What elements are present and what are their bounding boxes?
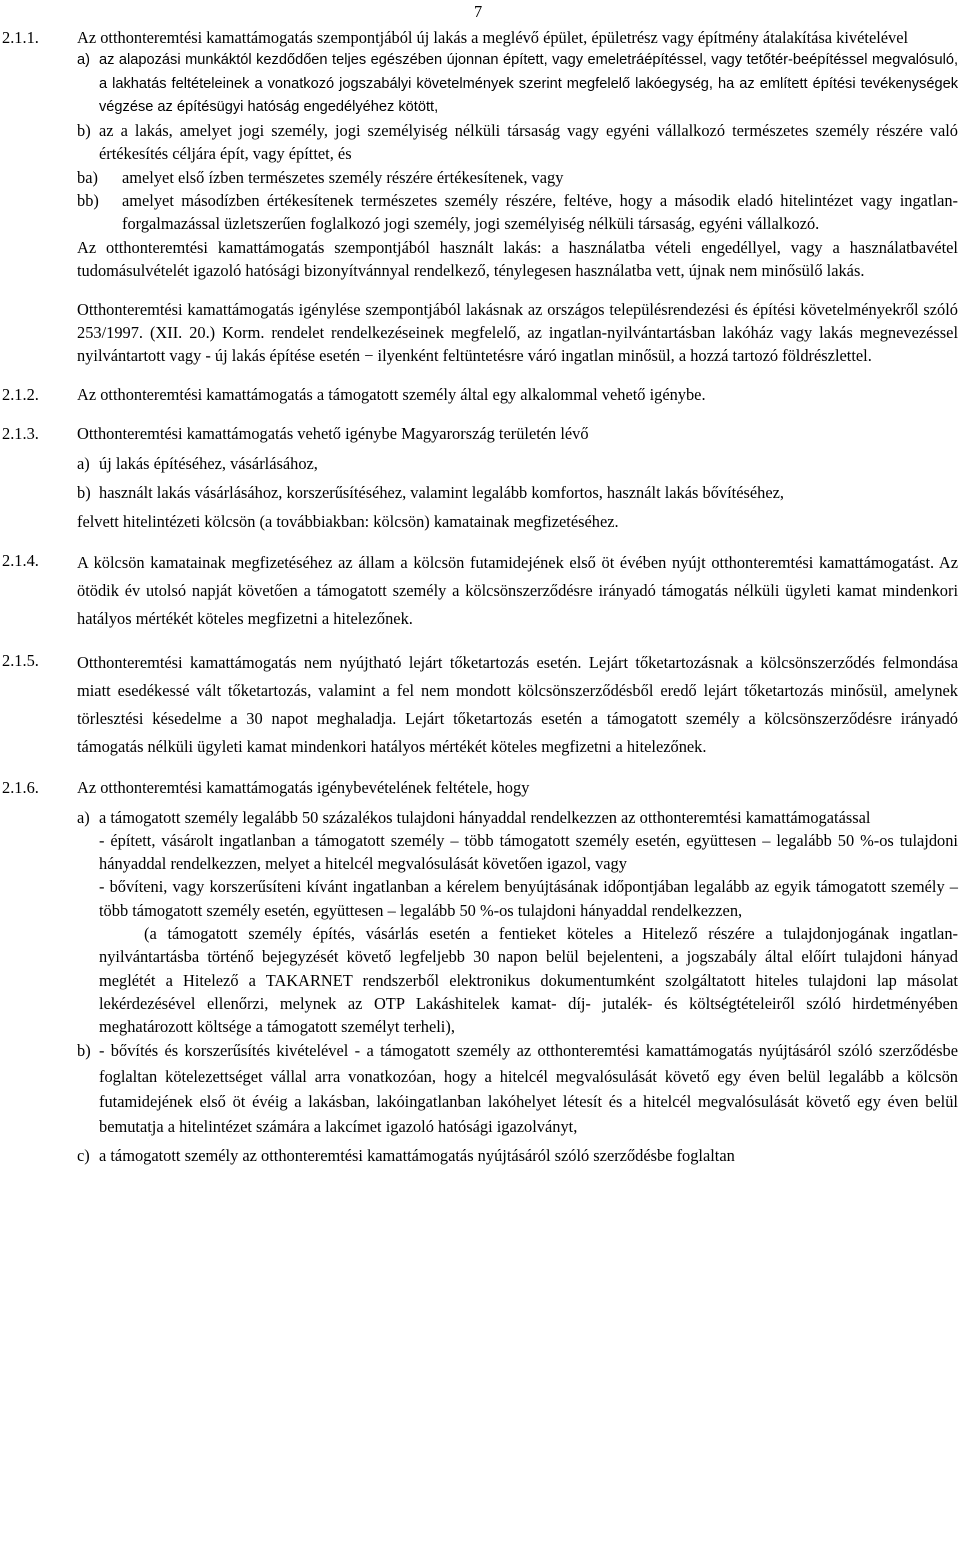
section-number: 2.1.6. bbox=[2, 778, 39, 798]
list-text: új lakás építéséhez, vásárlásához, bbox=[99, 453, 318, 473]
section-number: 2.1.1. bbox=[2, 28, 39, 47]
list-text: amelyet másodízben értékesítenek természetes személy részére, feltéve, hogy a második eladó hitelintézet vagy ingatlan-forgalmazással üzletszerűen foglalkozó jogi személy, jogi személyiség nélküli társaság, egyéni vállalkozó. bbox=[122, 191, 958, 234]
dash-item: - bővíteni, vagy korszerűsíteni kívánt ingatlanban a kérelem benyújtásának időpontjában legalább az egyik támogatott személy – több támogatott személy esetén, együttesen – legalább 50 %-os tulajdoni hányaddal rendelkezzen, bbox=[99, 877, 958, 920]
list-item-bb bbox=[77, 189, 958, 236]
paragraph: A kölcsön kamatainak megfizetéséhez az állam a kölcsön futamidejének első öt évében nyújt otthonteremtési kamattámogatást. Az ötödik év utolsó napját követően a támogatott személy a kölcsönszerződésre irányadó támogatás nélküli ügyleti kamat mindenkori hatályos mértékét köteles megfizetni a hitelezőnek. bbox=[77, 553, 958, 629]
section-number: 2.1.3. bbox=[2, 424, 39, 444]
list-text: az alapozási munkáktól kezdődően teljes egészében újonnan épített, vagy emeletráépítéssel, vagy tetőtér-beépítéssel megvalósuló, a lakhatás feltételeinek a vonatkozó jogszabályi követelmények szerint megfelelő lakóegység, ha az említett építési tevékenységek végzése az építésügyi hatóság engedélyéhez kötött, bbox=[99, 52, 958, 115]
list-item-a bbox=[77, 452, 958, 475]
paragraph: Az otthonteremtési kamattámogatás a támogatott személy által egy alkalommal vehető igénybe. bbox=[77, 385, 706, 405]
list-item-a bbox=[77, 806, 958, 1039]
list-label: a) bbox=[77, 52, 90, 69]
section-number: 2.1.4. bbox=[2, 551, 39, 571]
paragraph: Az otthonteremtési kamattámogatás igénybevételének feltétele, hogy bbox=[77, 778, 530, 798]
dash-item: - épített, vásárolt ingatlanban a támogatott személy – több támogatott személy esetén, együttesen – legalább 50 %-os tulajdoni hányaddal rendelkezzen, melyet a hitelcél megvalósulását követően igazol, vagy bbox=[99, 830, 958, 874]
list-item-c bbox=[77, 1144, 958, 1167]
section-2-1-6 bbox=[2, 776, 958, 1167]
list-label: b) bbox=[77, 121, 91, 141]
paragraph: Az otthonteremtési kamattámogatás szempontjából új lakás a meglévő épület, épületrész vagy építmény átalakítása kivételével bbox=[77, 28, 909, 47]
paragraph: Otthonteremtési kamattámogatás vehető igénybe Magyarország területén lévő bbox=[77, 424, 589, 444]
list-label: c) bbox=[77, 1146, 90, 1166]
list-text: - bővítés és korszerűsítés kivételével - a támogatott személy az otthonteremtési kamattámogatás nyújtásáról szóló szerződésbe foglaltan kötelezettséget vállal arra vonatkozóan, hogy a hitelcél megvalósulását követő egy éven belül legalább a kölcsön futamidejének első öt évéig a lakásban, lakóingatlanban lakóhelyet létesít és a hitelcél megvalósulását követő egy éven belül bemutatja a hitelintézet számára a lakcímet igazoló hatósági igazolványt, bbox=[99, 1041, 958, 1137]
list-label: a) bbox=[77, 807, 90, 827]
section-number: 2.1.5. bbox=[2, 650, 39, 670]
paragraph: Az otthonteremtési kamattámogatás szempontjából használt lakás: a használatba vételi engedéllyel, vagy a használatbavétel tudomásulvételét igazoló hatósági bizonyítvánnyal rendelkező, ténylegesen használatba vett, újnak nem minősülő lakás. bbox=[77, 237, 958, 280]
list-item-a bbox=[77, 49, 958, 119]
list-item-b bbox=[77, 481, 958, 504]
paragraph: felvett hitelintézeti kölcsön (a továbbiakban: kölcsön) kamatainak megfizetéséhez. bbox=[77, 512, 619, 532]
section-2-1-3 bbox=[2, 422, 958, 533]
parenthetical: (a támogatott személy építés, vásárlás esetén a fentieket köteles a Hitelező részére a tulajdonjogának ingatlan-nyilvántartásba történő bejegyzését követő legfeljebb 30 napon belül bejelenteni, a jogszabály által előírt tulajdoni hányad meglétét a Hitelező a TAKARNET rendszerből elektronikus dokumentumként szolgáltatott hiteles tulajdoni lap másolat lekérdezésével ellenőrzi, melynek az OTP Lakáshitelek kamat- díj- jutalék- és költségtételeiről szóló hirdetményében meghatározott költsége a támogatott személyt terheli), bbox=[99, 923, 958, 1037]
section-2-1-5 bbox=[2, 649, 958, 761]
page-number: 7 bbox=[474, 2, 483, 21]
section-2-1-1 bbox=[2, 26, 958, 368]
list-label: bb) bbox=[77, 191, 99, 211]
list-text: a támogatott személy legalább 50 százalékos tulajdoni hányaddal rendelkezzen az otthonteremtési kamattámogatással bbox=[99, 807, 871, 827]
paragraph: Otthonteremtési kamattámogatás nem nyújtható lejárt tőketartozás esetén. Lejárt tőketartozásnak a kölcsönszerződés felmondása miatt esedékessé vált tőketartozás, valamint a fel nem mondott kölcsönszerződésből eredő lejárt tőketartozás minősül, amelynek törlesztési késedelme a 30 napot meghaladja. Lejárt tőketartozás esetén a támogatott személy a kölcsönszerződésre irányadó támogatás nélküli ügyleti kamat mindenkori hatályos mértékét köteles megfizetni a hitelezőnek. bbox=[77, 652, 958, 756]
list-label: b) bbox=[77, 482, 91, 502]
list-text: a támogatott személy az otthonteremtési kamattámogatás nyújtásáról szóló szerződésbe foglaltan bbox=[99, 1146, 735, 1166]
list-label: a) bbox=[77, 453, 90, 473]
list-item-ba bbox=[77, 166, 958, 189]
list-label: ba) bbox=[77, 167, 98, 187]
list-text: amelyet első ízben természetes személy részére értékesítenek, vagy bbox=[122, 167, 564, 187]
list-item-b bbox=[77, 119, 958, 166]
list-item-b bbox=[77, 1038, 958, 1139]
list-text: használt lakás vásárlásához, korszerűsítéséhez, valamint legalább komfortos, használt lakás bővítéséhez, bbox=[99, 482, 784, 502]
section-2-1-2 bbox=[2, 383, 958, 406]
paragraph: Otthonteremtési kamattámogatás igénylése szempontjából lakásnak az országos településrendezési és építési követelményekről szóló 253/1997. (XII. 20.) Korm. rendelet rendelkezéseinek megfelelő, az ingatlan-nyilvántartásban lakóház vagy lakás megnevezéssel nyilvántartott vagy - új lakás építése esetén − ilyenként feltüntetésre váró ingatlan minősül, a hozzá tartozó földrészlettel. bbox=[77, 299, 958, 366]
section-2-1-4 bbox=[2, 549, 958, 633]
section-number: 2.1.2. bbox=[2, 385, 39, 405]
document-body bbox=[2, 26, 958, 1168]
list-text: az a lakás, amelyet jogi személy, jogi személyiség nélküli társaság vagy egyéni vállalkozó természetes személy részére való értékesítés céljára épít, vagy építtet, és bbox=[99, 121, 958, 164]
list-label: b) bbox=[77, 1041, 91, 1061]
